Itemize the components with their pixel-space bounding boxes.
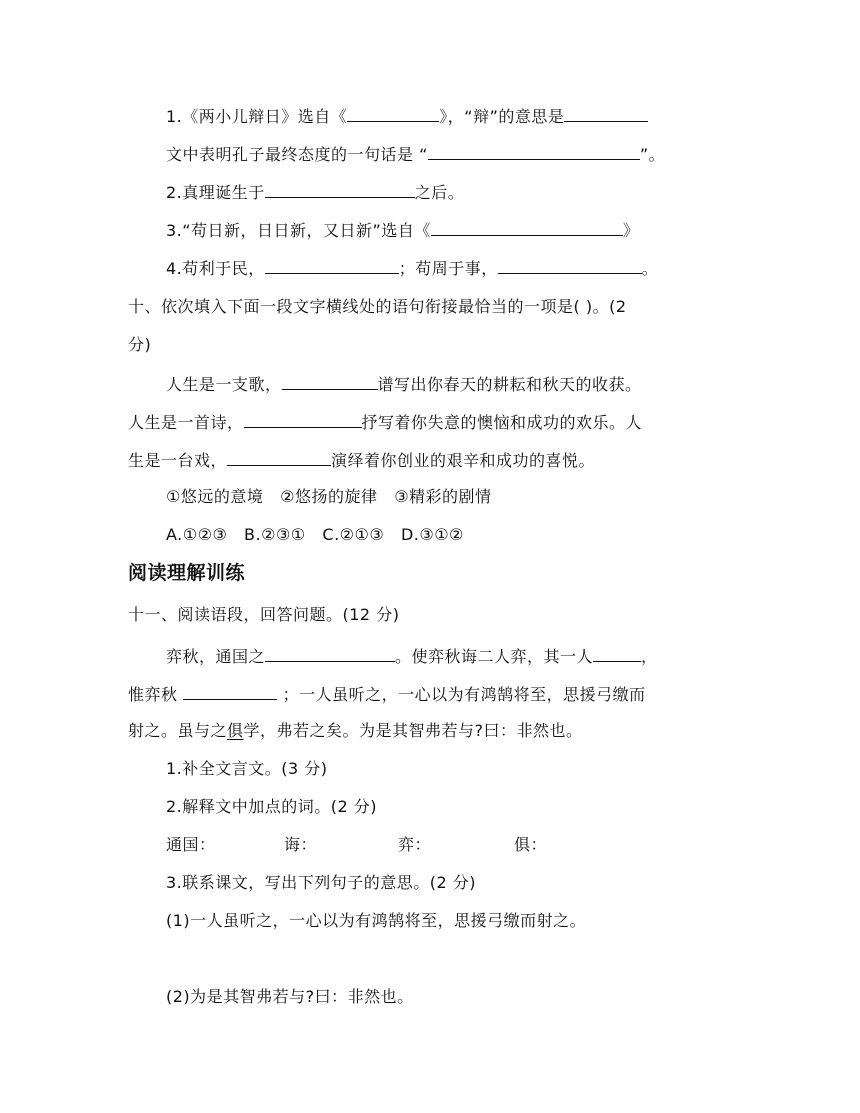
answer-blank[interactable]	[227, 448, 331, 466]
q9-line-4	[166, 218, 639, 242]
q11-sub-question-2: 2.解释文中加点的词。(2 分)	[166, 797, 378, 816]
q10-title: 十、依次填入下面一段文字横线处的语句衔接最恰当的一项是( )。(2	[128, 297, 627, 316]
q9-l5-text-a: 4.苟利于民，	[166, 259, 265, 278]
answer-blank[interactable]	[347, 104, 439, 122]
q10-option-items: ①悠远的意境 ②悠扬的旋律 ③精彩的剧情	[166, 487, 492, 506]
q10-para-line-3	[128, 448, 595, 472]
answer-blank[interactable]	[428, 142, 640, 160]
q11-sub-question-1: 1.补全文言文。(3 分)	[166, 759, 328, 778]
q11-p2-text-b: ；一人虽听之，一心以为有鸿鹄将至，思援弓缴而	[277, 685, 646, 704]
dotted-word: 俱	[227, 721, 244, 740]
answer-blank[interactable]	[244, 410, 362, 428]
answer-blank[interactable]	[564, 104, 648, 122]
q11-word-2: 诲：	[284, 835, 318, 854]
q11-word-4: 俱：	[514, 835, 548, 854]
q9-line-3	[166, 180, 464, 204]
answer-blank[interactable]	[265, 644, 395, 662]
answer-blank[interactable]	[183, 682, 277, 700]
q10-p3-text-a: 生是一台戏，	[128, 451, 228, 470]
q9-l1-text-b: 》，“辩”的意思是	[439, 107, 565, 126]
q11-title: 十一、阅读语段，回答问题。(12 分)	[128, 605, 400, 624]
q11-p2-text-a: 惟弈秋	[128, 685, 184, 704]
q11-sentence-2: (2)为是其智弗若与?曰：非然也。	[166, 987, 414, 1006]
section-heading: 阅读理解训练	[128, 562, 246, 584]
q9-line-5	[166, 256, 658, 280]
q10-answer-choices: A.①②③ B.②③① C.②①③ D.③①②	[166, 525, 464, 544]
q9-l4-text-a: 3.“苟日新，日日新，又日新”选自《	[166, 221, 431, 240]
q9-l3-text-a: 2.真理诞生于	[166, 183, 265, 202]
q11-word-1: 通国：	[166, 835, 216, 854]
q11-passage-line-1	[166, 644, 658, 668]
q11-p3-text-a: 射之。虽与之	[128, 721, 228, 740]
q11-p3-text-b: 学，弗若之矣。为是其智弗若与?曰：非然也。	[243, 721, 583, 740]
answer-blank[interactable]	[498, 256, 642, 274]
q10-p3-text-b: 演绎着你创业的艰辛和成功的喜悦。	[331, 451, 596, 470]
q11-sentence-1: (1)一人虽听之，一心以为有鸿鹄将至，思援弓缴而射之。	[166, 911, 587, 930]
answer-blank[interactable]	[265, 180, 415, 198]
q10-para-line-2	[128, 410, 642, 434]
q9-l5-text-b: ；苟周于事，	[398, 259, 498, 278]
q10-title-cont: 分)	[128, 335, 152, 354]
q9-l5-text-c: 。	[641, 259, 659, 278]
q10-p2-text-b: 抒写着你失意的懊恼和成功的欢乐。人	[361, 413, 643, 432]
q11-p1-text-c: ，	[641, 647, 658, 666]
q10-p1-text-a: 人生是一支歌，	[166, 375, 282, 394]
answer-blank[interactable]	[282, 372, 378, 390]
q11-passage-line-3	[128, 720, 583, 742]
q9-line-2	[166, 142, 665, 166]
q11-passage-line-2	[128, 682, 646, 706]
q9-l2-text-b: ”。	[639, 145, 666, 164]
answer-blank[interactable]	[431, 218, 623, 236]
q9-l1-text-a: 1.《两小儿辩日》选自《	[166, 107, 348, 126]
q11-p1-text-a: 弈秋，通国之	[166, 647, 266, 666]
answer-blank[interactable]	[593, 644, 641, 662]
q11-p1-text-b: 。使弈秋诲二人弈，其一人	[395, 647, 594, 666]
answer-blank[interactable]	[265, 256, 399, 274]
q9-l3-text-b: 之后。	[414, 183, 465, 202]
q10-para-line-1	[166, 372, 642, 396]
q9-l2-text-a: 文中表明孔子最终态度的一句话是 “	[166, 145, 428, 164]
q10-p1-text-b: 谱写出你春天的耕耘和秋天的收获。	[377, 375, 642, 394]
q11-word-3: 弈：	[398, 835, 432, 854]
q9-line-1	[166, 104, 648, 128]
q10-p2-text-a: 人生是一首诗，	[128, 413, 244, 432]
q9-l4-text-b: 》	[622, 221, 640, 240]
q11-sub-question-3: 3.联系课文，写出下列句子的意思。(2 分)	[166, 873, 477, 892]
